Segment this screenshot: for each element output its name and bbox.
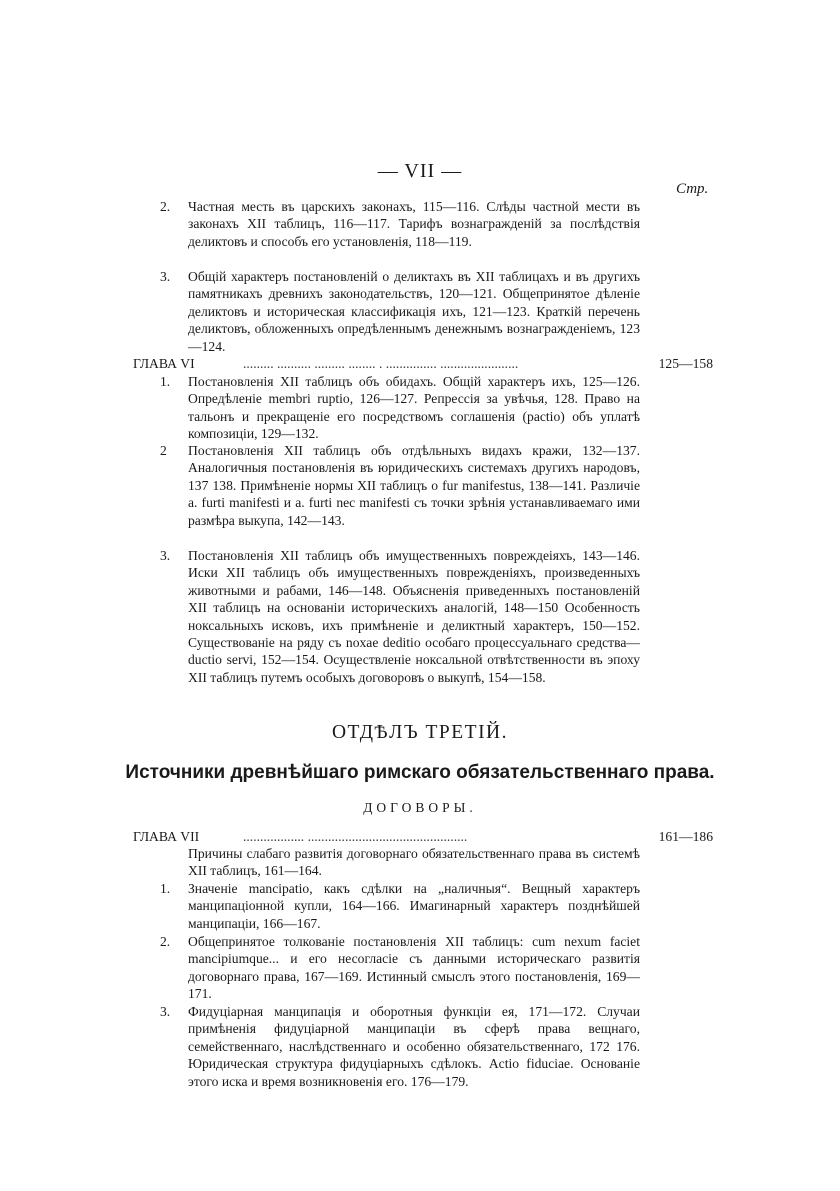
item-number: 3. — [160, 1004, 171, 1019]
section-subtitle: Источники древнѣйшаго римскаго обязательственнаго права. — [125, 762, 715, 783]
leader-dots: ......... .......... ......... ........ . ............... ....................... — [243, 356, 519, 371]
item-text: Общепринятое толкованіе постановленія XII таблицъ: cum nexum faciet mancipiumque... и его несогласіе съ данными историческаго развитія договорнаго права, 167—169. Истинный смыслъ этого постановленія, 169—171. — [188, 934, 640, 1002]
item-number: 2. — [160, 199, 171, 214]
item-number: 2 — [160, 443, 167, 458]
item-number: 3. — [160, 269, 171, 284]
pages-column-label: Стр. — [676, 181, 709, 197]
item-number: 1. — [160, 881, 171, 896]
item-text: Фидуціарная манципація и оборотныя функціи ея, 171—172. Случаи примѣненія фидуціарной манципаціи въ сферѣ права вещнаго, семейственнаго, наслѣдственнаго и особенно обязательственнаго, 172 176. Юридическая структура фидуціарныхъ сдѣлокъ. Actio fiduciae. Основаніе этого иска и время возникновенія его. 176—179. — [188, 1004, 640, 1089]
list-item — [160, 933, 640, 1003]
item-text: Постановленія XII таблицъ объ обидахъ. Общій характеръ ихъ, 125—126. Опредѣленіе membri ruptio, 126—127. Репрессія за увѣчья, 128. Право на тальонъ и прекращеніе его посредствомъ соглашенія (pactio) объ уплатѣ композиціи, 129—132. — [188, 374, 640, 442]
subsection-heading: ДОГОВОРЫ. — [363, 800, 477, 815]
chapter-pages: 125—158 — [658, 356, 713, 371]
page-number: — VII — — [377, 160, 463, 182]
item-number: 2. — [160, 934, 171, 949]
chapter-pages: 161—186 — [658, 829, 713, 844]
item-number: 1. — [160, 374, 171, 389]
item-number: 3. — [160, 548, 171, 563]
list-item — [160, 268, 640, 355]
list-item — [160, 880, 640, 932]
chapter-label: ГЛАВА VII — [133, 828, 203, 845]
chapter-intro: Причины слабаго развитія договорнаго обязательственнаго права въ системѣ XII таблицъ, 161—164. — [188, 846, 640, 879]
list-item — [160, 547, 640, 686]
item-text: Частная месть въ царскихъ законахъ, 115—116. Слѣды частной мести въ законахъ XII таблицъ, 116—117. Тарифъ вознагражденій за послѣдствія деликтовъ и способъ его установленія, 118—119. — [188, 199, 640, 249]
list-item — [160, 1003, 640, 1090]
item-text: Постановленія XII таблицъ объ имущественныхъ повреждеіяхъ, 143—146. Иски XII таблицъ объ имущественныхъ поврежденіяхъ, произведенныхъ животными и рабами, 146—148. Объясненія приведенныхъ постановленій XII таблицъ на основаніи историческихъ аналогій, 148—150 Особенность ноксальныхъ исковъ, ихъ примѣненіе и деликтный характеръ, 150—152. Существованіе на ряду съ noxae deditio особаго процессуальнаго средства—ductio servi, 152—154. Осуществленіе ноксальной отвѣтственности въ эпоху XII таблицъ путемъ особыхъ договоровъ о выкупѣ, 154—158. — [188, 548, 640, 685]
item-text: Общій характеръ постановленій о деликтахъ въ XII таблицахъ и въ другихъ памятникахъ древнихъ законодательствъ, 120—121. Общепринятое дѣленіе деликтовъ и историческая классификація ихъ, 121—123. Краткій перечень деликтовъ, обложенныхъ опредѣленнымъ денежнымъ вознагражденіемъ, 123—124. — [188, 269, 640, 354]
list-item — [160, 373, 640, 443]
section-title: ОТДѢЛЪ ТРЕТІЙ. — [331, 722, 509, 743]
chapter-label: ГЛАВА VI — [133, 355, 199, 372]
list-item — [160, 442, 640, 529]
leader-dots: .................. ............................................... — [243, 829, 468, 844]
item-text: Постановленія XII таблицъ объ отдѣльныхъ видахъ кражи, 132—137. Аналогичныя постановленія въ юридическихъ системахъ другихъ народовъ, 137 138. Примѣненіе нормы XII таблицъ о fur manifestus, 138—141. Различіе a. furti manifesti и a. furti nec manifesti съ точки зрѣнія устанавливаемаго ими размѣра выкупа, 142—143. — [188, 443, 640, 528]
item-text: Значеніе mancipatio, какъ сдѣлки на „наличныя“. Вещный характеръ манципаціонной купли, 164—166. Имагинарный характеръ позднѣйшей манципаціи, 166—167. — [188, 881, 640, 931]
list-item — [160, 198, 640, 250]
